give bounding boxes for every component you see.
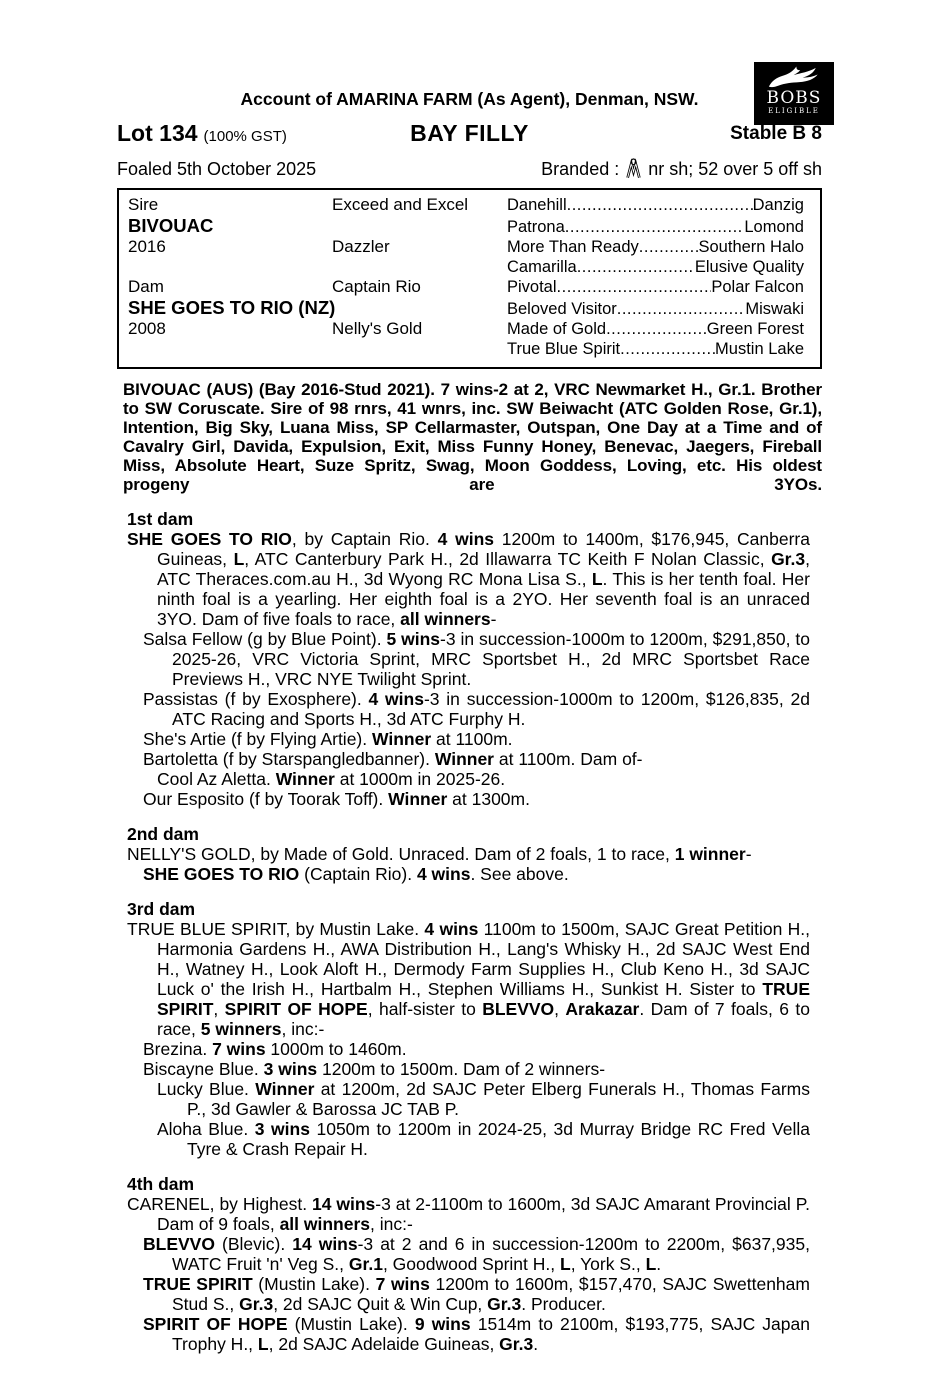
pedigree-row xyxy=(128,298,804,320)
bobs-subtitle: ELIGIBLE xyxy=(768,107,820,115)
sire-sire: Exceed and Excel xyxy=(332,195,469,214)
brand-description: nr sh; 52 over 5 off sh xyxy=(643,159,822,179)
pedigree-row xyxy=(128,237,804,258)
ancestor-name: Green Forest xyxy=(706,320,804,338)
pedigree-row xyxy=(128,258,804,278)
sire-dam: Dazzler xyxy=(332,237,390,256)
progeny-entry: TRUE SPIRIT (Mustin Lake). 7 wins 1200m to 1600m, $157,470, SAJC Swettenham Stud S., Gr.3, 2d SAJC Quit & Win Cup, Gr.3. Producer. xyxy=(143,1274,810,1314)
pedigree-row xyxy=(128,319,804,340)
sub-progeny-entry: Aloha Blue. 3 wins 1050m to 1200m in 2024-25, 3d Murray Bridge RC Fred Vella Tyre & Crash Repair H. xyxy=(157,1119,810,1159)
ancestor-name: True Blue Spirit xyxy=(507,339,621,358)
ancestor-name: Danehill xyxy=(507,196,567,214)
pedigree-row xyxy=(128,277,804,298)
gst-note: (100% GST) xyxy=(203,128,287,145)
progeny-entry: Bartoletta (f by Starspangledbanner). Winner at 1100m. Dam of- xyxy=(143,749,643,769)
dot-leader xyxy=(617,300,746,320)
brand-mark-icon xyxy=(626,158,641,179)
lot-header-row xyxy=(117,118,822,148)
progeny-entry: Our Esposito (f by Toorak Toff). Winner at 1300m. xyxy=(143,789,530,809)
pedigree-table xyxy=(117,188,822,369)
dam-name: SHE GOES TO RIO (NZ) xyxy=(128,296,336,318)
pedigree-row xyxy=(128,216,804,238)
dot-leader xyxy=(639,238,699,258)
pedigree-row xyxy=(128,195,804,216)
dam-year: 2008 xyxy=(128,319,166,338)
dot-leader xyxy=(567,196,753,216)
ancestor-name: Southern Halo xyxy=(698,238,804,256)
sire-blurb: BIVOUAC (AUS) (Bay 2016-Stud 2021). 7 wins-2 at 2, VRC Newmarket H., Gr.1. Brother to SW Coruscate. Sire of 98 rnrs, 41 wnrs, inc. SW Beiwacht (ATC Golden Rose, Gr.1), Intention, Big Sky, Luana Miss, SP Cellarmaster, Outspan, One Day at a Time and of Cavalry Girl, Davida, Expulsion, Exit, Miss Funny Honey, Benevac, Jaegers, Fireball Miss, Absolute Heart, Suze Spritz, Swag, Moon Goddess, Loving, etc. His oldest progeny are 3YOs. xyxy=(123,380,822,494)
ancestor-name: Pivotal xyxy=(507,278,557,296)
dam-entry: TRUE BLUE SPIRIT, by Mustin Lake. 4 wins 1100m to 1500m, SAJC Great Petition H., Harmonia Gardens H., AWA Distribution H., Lang's Whisky H., 2d SAJC West End H., Watney H., Look Aloft H., Dermody Farm Supplies H., Club Keno H., 3d SAJC Luck o' the Irish H., Hartbalm H., Stephen Williams H., Sunkist H. Sister to TRUE SPIRIT, SPIRIT OF HOPE, half-sister to BLEVVO, Arakazar. Dam of 7 foals, 6 to race, 5 winners, inc:- xyxy=(127,919,810,1039)
sub-progeny-entry: Lucky Blue. Winner at 1200m, 2d SAJC Peter Elberg Funerals H., Thomas Farms P., 3d Gawler & Barossa JC TAB P. xyxy=(157,1079,811,1119)
section-4th-dam xyxy=(127,1174,810,1354)
progeny-entry: Passistas (f by Exosphere). 4 wins-3 in succession-1000m to 1200m, $126,835, 2d ATC Racing and Sports H., 3d ATC Furphy H. xyxy=(143,689,810,729)
ancestor-name: Beloved Visitor xyxy=(507,299,617,318)
ancestor-name: Miswaki xyxy=(745,299,804,318)
progeny-entry: SPIRIT OF HOPE (Mustin Lake). 9 wins 1514m to 2100m, $193,775, SAJC Japan Trophy H., L, 2d SAJC Adelaide Guineas, Gr.3. xyxy=(143,1314,810,1354)
ancestor-name: Polar Falcon xyxy=(711,278,804,296)
dot-leader xyxy=(606,320,707,340)
bobs-eligible-badge xyxy=(754,62,834,125)
ancestor-name: Lomond xyxy=(744,217,804,236)
sire-label: Sire xyxy=(128,195,159,214)
section-heading: 1st dam xyxy=(127,509,194,529)
ancestor-name: Elusive Quality xyxy=(694,257,804,276)
stable-number: Stable B 8 xyxy=(730,123,822,144)
sire-name: BIVOUAC xyxy=(128,214,214,236)
pedigree-row xyxy=(128,340,804,360)
section-1st-dam xyxy=(127,509,810,809)
sex-colour-title: BAY FILLY xyxy=(410,120,529,146)
ancestor-name: Mustin Lake xyxy=(715,339,804,358)
progeny-entry: Biscayne Blue. 3 wins 1200m to 1500m. Dam of 2 winners- xyxy=(143,1059,606,1079)
dam-entry: NELLY'S GOLD, by Made of Gold. Unraced. Dam of 2 foals, 1 to race, 1 winner- xyxy=(127,844,752,864)
page-content xyxy=(117,0,822,1354)
progeny-entry: Brezina. 7 wins 1000m to 1460m. xyxy=(143,1039,407,1059)
ancestor-name: More Than Ready xyxy=(507,238,639,256)
section-heading: 3rd dam xyxy=(127,899,196,919)
section-heading: 2nd dam xyxy=(127,824,199,844)
pedigree-text xyxy=(127,509,810,1354)
foaled-date: Foaled 5th October 2025 xyxy=(117,159,317,179)
branded-label: Branded : xyxy=(541,159,625,179)
horse-head-icon xyxy=(765,65,823,89)
foaled-branded-row xyxy=(117,158,822,180)
dam-entry: SHE GOES TO RIO, by Captain Rio. 4 wins 1200m to 1400m, $176,945, Canberra Guineas, L, ATC Canterbury Park H., 2d Illawarra TC Keith F Nolan Classic, Gr.3, ATC Theraces.com.au H., 3d Wyong RC Mona Lisa S., L. This is her tenth foal. Her ninth foal is a yearling. Her eighth foal is a 2YO. Her seventh foal is an unraced 3YO. Dam of five foals to race, all winners- xyxy=(127,529,810,629)
dot-leader xyxy=(577,258,695,278)
ancestor-name: Camarilla xyxy=(507,257,577,276)
sire-year: 2016 xyxy=(128,237,166,256)
section-heading: 4th dam xyxy=(127,1174,195,1194)
dam-sire: Captain Rio xyxy=(332,277,421,296)
ancestor-name: Made of Gold xyxy=(507,320,607,338)
bobs-title: BOBS xyxy=(766,88,822,108)
sub-progeny-entry: Cool Az Aletta. Winner at 1000m in 2025-26. xyxy=(157,769,506,789)
section-2nd-dam xyxy=(127,824,810,884)
progeny-entry: She's Artie (f by Flying Artie). Winner at 1100m. xyxy=(143,729,513,749)
dot-leader xyxy=(557,278,712,298)
section-3rd-dam xyxy=(127,899,810,1159)
lot-number: Lot 134 xyxy=(117,120,198,146)
progeny-entry: SHE GOES TO RIO (Captain Rio). 4 wins. See above. xyxy=(143,864,569,884)
dot-leader xyxy=(565,218,745,238)
account-line: Account of AMARINA FARM (As Agent), Denman, NSW. xyxy=(240,89,699,109)
progeny-entry: Salsa Fellow (g by Blue Point). 5 wins-3 in succession-1000m to 1200m, $291,850, to 2025-26, VRC Victoria Sprint, MRC Sportsbet H., 2d MRC Sportsbet Race Previews H., VRC NYE Twilight Sprint. xyxy=(143,629,810,689)
dam-dam: Nelly's Gold xyxy=(332,319,423,338)
dam-entry: CARENEL, by Highest. 14 wins-3 at 2-1100m to 1600m, 3d SAJC Amarant Provincial P. Dam of 9 foals, all winners, inc:- xyxy=(127,1194,810,1234)
branded-line xyxy=(541,158,822,180)
progeny-entry: BLEVVO (Blevic). 14 wins-3 at 2 and 6 in succession-1200m to 2200m, $637,935, WATC Fruit 'n' Veg S., Gr.1, Goodwood Sprint H., L, York S., L. xyxy=(143,1234,810,1274)
dot-leader xyxy=(620,340,715,360)
ancestor-name: Danzig xyxy=(752,196,804,214)
ancestor-name: Patrona xyxy=(507,217,565,236)
dam-label: Dam xyxy=(128,277,164,296)
